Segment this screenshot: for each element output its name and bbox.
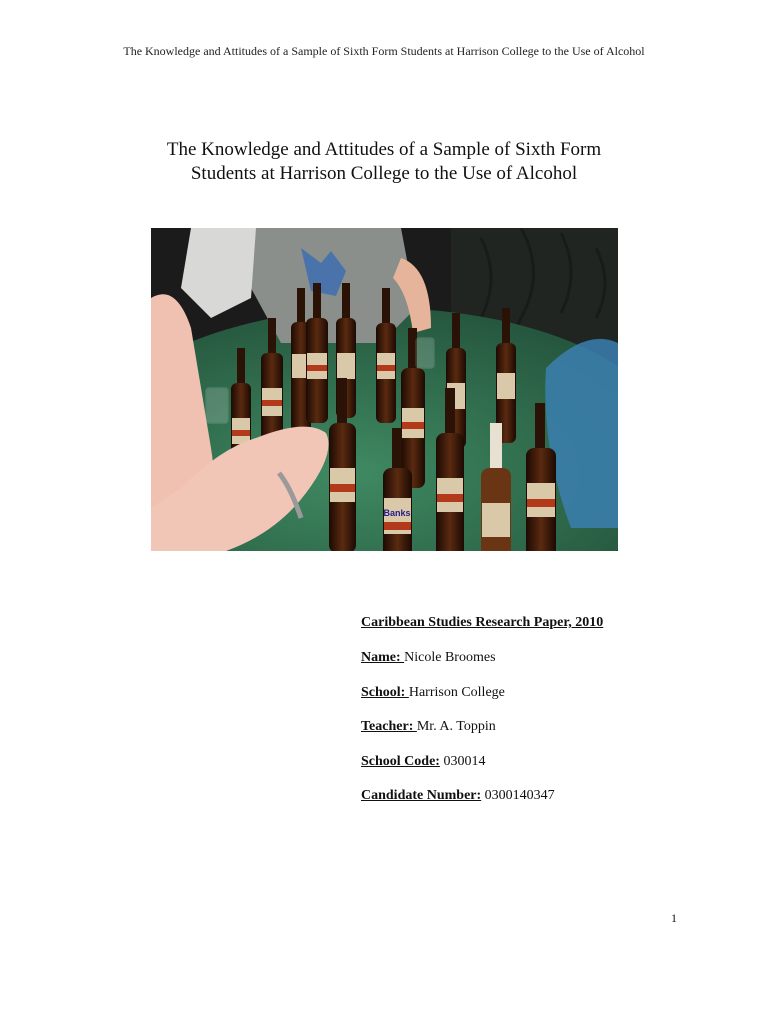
candidate-number-label: Candidate Number: — [361, 788, 482, 803]
school-label: School: — [361, 684, 409, 700]
school-code-value: 030014 — [439, 753, 486, 769]
cover-photo-illustration — [151, 228, 618, 551]
name-row — [361, 649, 721, 666]
candidate-number-row — [361, 787, 721, 804]
title-line-2: Students at Harrison College to the Use of Alcohol — [190, 163, 578, 184]
teacher-value: Mr. A. Toppin — [416, 719, 496, 734]
school-code-row — [361, 753, 721, 770]
bottle-label-text: Banks — [383, 508, 411, 518]
paper-heading: Caribbean Studies Research Paper, 2010 — [361, 615, 604, 630]
school-row — [361, 684, 721, 701]
name-label: Name: — [361, 650, 405, 665]
name-value: Nicole Broomes — [404, 650, 496, 665]
cover-photo — [151, 228, 618, 551]
teacher-label: Teacher: — [361, 719, 417, 734]
school-value: Harrison College — [408, 684, 505, 700]
cover-info — [361, 614, 721, 822]
candidate-number-value: 0300140347 — [481, 788, 555, 803]
teacher-row — [361, 718, 721, 735]
page-number: 1 — [671, 911, 677, 925]
running-header: The Knowledge and Attitudes of a Sample of Sixth Form Students at Harrison College to the Use of Alcohol — [123, 44, 645, 58]
document-title — [84, 138, 684, 186]
title-line-1: The Knowledge and Attitudes of a Sample of Sixth Form — [166, 139, 602, 160]
school-code-label: School Code: — [361, 753, 440, 769]
